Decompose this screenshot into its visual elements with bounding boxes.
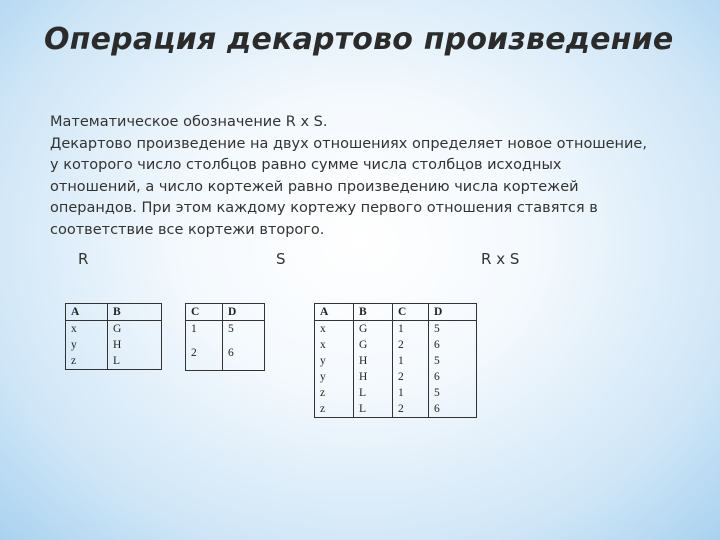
table-cell: 1	[392, 353, 428, 369]
table-cell: z	[71, 355, 77, 367]
table-row	[66, 353, 161, 369]
table-cell: H	[107, 337, 161, 353]
table-cell: 5	[428, 353, 476, 369]
column-header: C	[186, 304, 222, 321]
table-cell: 6	[428, 401, 476, 417]
table-cell: G	[107, 321, 161, 337]
text-line: операндов. При этом каждому кортежу первого отношения ставятся в	[50, 200, 598, 216]
table-cell: y	[320, 371, 326, 383]
column-header: B	[353, 304, 392, 321]
table-cell: 6	[222, 345, 264, 370]
relation-r-table	[65, 303, 162, 370]
relation-rxs-table	[314, 303, 477, 418]
relation-s-table	[185, 303, 265, 371]
table-header-row	[186, 304, 264, 321]
table-cell: y	[320, 355, 326, 367]
column-header: C	[392, 304, 428, 321]
table-cell: x	[320, 323, 326, 335]
column-header: D	[222, 304, 264, 321]
relation-r-label: R	[78, 250, 89, 268]
table-cell: 1	[392, 321, 428, 337]
text-line: Математическое обозначение R x S.	[50, 114, 328, 130]
table-cell: 6	[428, 337, 476, 353]
table-row	[315, 385, 476, 401]
table-cell: H	[353, 369, 392, 385]
table-row	[66, 321, 161, 337]
text-line: Декартово произведение на двух отношениях определяет новое отношение,	[50, 135, 647, 152]
column-header: D	[428, 304, 476, 321]
table-cell: 1	[392, 385, 428, 401]
table-row	[186, 321, 264, 345]
table-row	[186, 345, 264, 370]
text-line: соответствие все кортежи второго.	[50, 221, 325, 238]
table-cell: 6	[428, 369, 476, 385]
table-row	[315, 369, 476, 385]
table-cell: 5	[428, 321, 476, 337]
table-cell: G	[353, 321, 392, 337]
table-cell: 5	[428, 385, 476, 401]
table-cell: z	[320, 387, 326, 399]
table-cell: 2	[191, 347, 197, 359]
column-header: A	[66, 304, 107, 321]
table-cell: L	[107, 353, 161, 369]
relation-s-label: S	[276, 250, 286, 268]
table-row	[315, 337, 476, 353]
column-header: B	[107, 304, 161, 321]
slide-title: Операция декартово произведение	[44, 22, 674, 57]
table-cell: 1	[191, 323, 197, 335]
table-row	[315, 401, 476, 417]
table-cell: 5	[222, 321, 264, 345]
table-cell: H	[353, 353, 392, 369]
table-cell: 2	[392, 401, 428, 417]
table-cell: L	[353, 385, 392, 401]
table-header-row	[315, 304, 476, 321]
table-row	[66, 337, 161, 353]
relation-rxs-label: R x S	[481, 250, 520, 268]
table-cell: L	[353, 401, 392, 417]
table-cell: 2	[392, 337, 428, 353]
column-header: A	[315, 304, 353, 321]
table-cell: x	[320, 339, 326, 351]
table-cell: x	[71, 323, 77, 335]
text-line: отношений, а число кортежей равно произведению числа кортежей	[50, 178, 579, 195]
table-cell: y	[71, 339, 77, 351]
table-row	[315, 353, 476, 369]
table-cell: G	[353, 337, 392, 353]
table-cell: z	[320, 403, 326, 415]
table-row	[315, 321, 476, 337]
description-text	[50, 112, 710, 241]
table-header-row	[66, 304, 161, 321]
text-line: у которого число столбцов равно сумме числа столбцов исходных	[50, 157, 562, 173]
table-cell: 2	[392, 369, 428, 385]
